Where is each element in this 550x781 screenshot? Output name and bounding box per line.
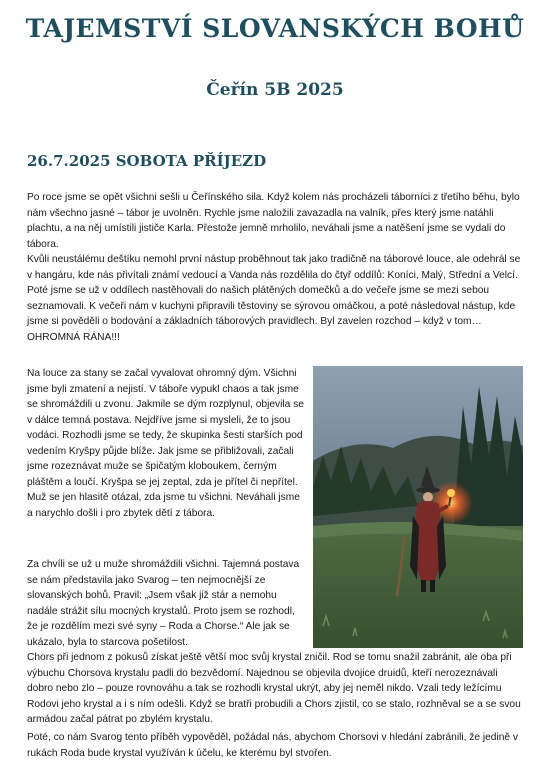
- paragraph-svarog-intro: Za chvíli se už u muže shromáždili všichni. Tajemná postava se nám představila jako Svarog – ten nejmocnější ze slovanských bohů. Pravil: „Jsem však již stár a nemohu nadále strážit sílu mocných krystalů. Proto jsem se rozhodl, že je rozdělím mezi své syny – Roda a Chorse.“ Ale jak se ukázalo, byla to starcova pošetilost.: [27, 559, 300, 648]
- page-title: TAJEMSTVÍ SLOVANSKÝCH BOHŮ: [25, 14, 525, 43]
- paragraph-first-evening: Kvůli neustálému deštíku nemohl první nástup proběhnout tak jako tradičně na táborové louce, ale odehrál se v hangáru, kde nás přivítali známí vedoucí a Vanda nás rozdělila do čtyř oddílů: Koníci, Malý, Střední a Velcí. Poté jsme se už v oddílech nastěhovali do našich plátěných domečků a do večeře jsme se mezi sebou seznamovali. K večeři nám v kuchyni připravili těstoviny se sýrovou omáčkou, a poté následoval nástup, kde jsme si pověděli o bodování a základních táborových pravidlech. Byl zavelen rozchod – když v tom… OHROMNÁ RÁNA!!!: [27, 254, 521, 343]
- paragraph-svarog-request: Poté, co nám Svarog tento příběh vypověděl, požádal nás, abychom Chorsovi v hledání zabránili, že jedině v rukách Roda bude krystal využíván k účelu, ke kterému byl stvořen.: [27, 732, 518, 759]
- page-subtitle: Čeřín 5B 2025: [206, 80, 344, 100]
- svarog-photo: [313, 366, 523, 648]
- paragraph-arrival: Po roce jsme se opět všichni sešli u Čeřínského sila. Když kolem nás procházeli táborníci z třetího běhu, bylo nám všechno jasné – tábor je uvolněn. Rychle jsme naložili zavazadla na valník, přes který jsme natáhli plachtu, a na něj umístili jističe Karla. Přestože jemně mrholilo, neváhali jsme a natěšení jsme se vydali do tábora.: [27, 192, 520, 250]
- paragraph-crystal-story: Chors při jednom z pokusů získat ještě větší moc svůj krystal zničil. Rod se tomu snažil zabránit, ale oba při výbuchu Chorsova krystalu padli do bezvědomí. Najednou se objevila dvojice druidů, kteří nerozeznávali dobro nebo zlo – pouze rovnováhu a tak se rozhodli krystal ukrýt, aby jej neměl nikdo. Vzali tedy ležícímu Rodovi jeho krystal a i s ním odešli. Když se bratři probudili a Chors zjistil, co se stalo, rozhněval se a se svou armádou začal pátrat po zbylém krystalu.: [27, 652, 521, 725]
- section-heading: 26.7.2025 SOBOTA PŘÍJEZD: [27, 152, 267, 170]
- paragraph-smoke: Na louce za stany se začal vyvalovat ohromný dým. Všichni jsme byli zmatení a nejistí. V táboře vypukl chaos a tak jsme se shromáždili u zvonu. Jakmile se dým rozplynul, objevila se v dálce temná postava. Nejdříve jsme si mysleli, že to jsou vodáci. Rozhodli jsme se tedy, že skupinka šesti starších pod vedením Kryšpy půjde blíže. Jak jsme se přibližovali, začali jsme rozeznávat muže se špičatým kloboukem, černým pláštěm a loučí. Kryšpa se jej zeptal, zda je přítel či nepřítel. Muž se jen hlasitě otázal, zda jsme tu všichni. Neváhali jsme a narychlo došli i pro zbytek dětí z tábora.: [27, 368, 304, 519]
